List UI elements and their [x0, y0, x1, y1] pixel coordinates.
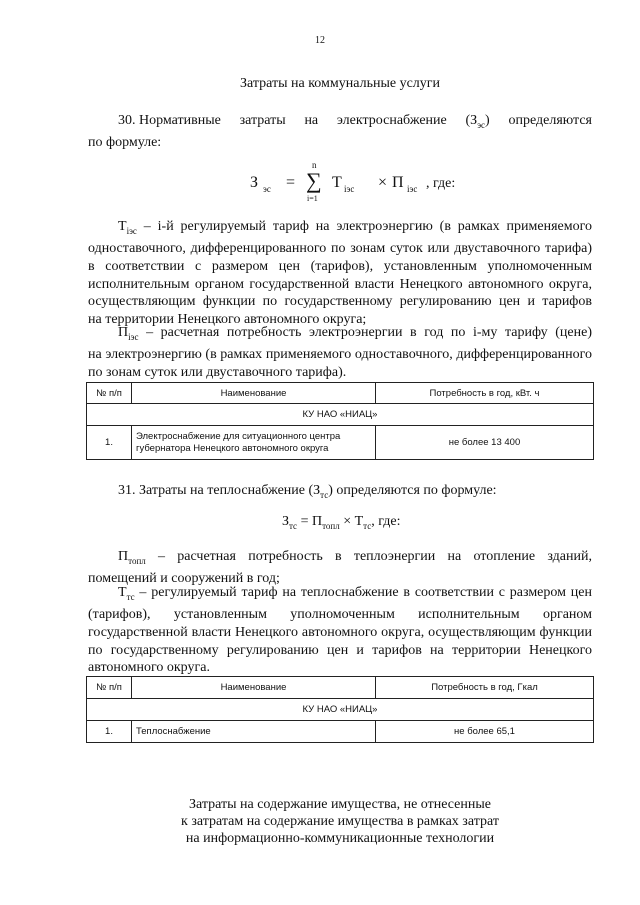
definition-demand-electricity: $П_{iэс}$ – расчетная потребность электроэнергии в год по i-му тарифу (цене) на электроэнергию (в рамках применяемого одноставочного, дифференцированного по зонам суток или двуставочного тарифа). — [88, 325, 592, 380]
section-31-intro: 31. Затраты на теплоснабжение $(З_{тс})$ определяются по формуле: — [118, 483, 497, 500]
table-cell-value: не более 13 400 — [376, 426, 594, 460]
heading-property: Затраты на содержание имущества, не отнесенные к затратам на содержание имущества в рамках затрат на информационно-коммуникационные технологии — [181, 797, 499, 846]
page-number: 12 — [315, 35, 325, 46]
table-cell-name: Электроснабжение для ситуационного центра губернатора Ненецкого автономного округа — [132, 426, 376, 460]
definition-demand-heating: $П_{топл}$ – расчетная потребность в теплоэнергии на отопление зданий, помещений и сооружений в год; — [88, 549, 592, 587]
table-cell-name: Теплоснабжение — [132, 721, 376, 743]
table-header: Наименование — [132, 677, 376, 699]
table-header: Потребность в год, кВт. ч — [376, 383, 594, 404]
formula-heating: $З_{тс} = П_{топл} \times Т_{тс}$, где: — [282, 514, 401, 531]
section-30-intro: 30. Нормативные затраты на электроснабжение $(З_{эс})$ определяются по формуле: — [88, 113, 592, 151]
table-cell-value: не более 65,1 — [376, 721, 594, 743]
heating-table — [86, 676, 594, 743]
table-org-row: КУ НАО «НИАЦ» — [87, 699, 594, 721]
table-header: Потребность в год, Гкал — [376, 677, 594, 699]
electricity-table — [86, 382, 594, 460]
table-org-row: КУ НАО «НИАЦ» — [87, 404, 594, 426]
table-cell-num: 1. — [87, 426, 132, 460]
definition-tariff-heating: $Т_{тс}$ – регулируемый тариф на теплоснабжение в соответствии с размером цен (тарифов), установленным уполномоченным исполнительным органом государственной власти Ненецкого автономного округа, осуществляющим функции по государственному регулированию цен и тарифов на территории Ненецкого автономного округа. — [88, 585, 592, 676]
table-cell-num: 1. — [87, 721, 132, 743]
formula-electricity: З эс = n ∑ i=1 Т iэс × П iэс , где: — [250, 160, 456, 203]
table-header: № п/п — [87, 677, 132, 699]
table-header: № п/п — [87, 383, 132, 404]
heading-utilities: Затраты на коммунальные услуги — [239, 76, 441, 91]
table-header: Наименование — [132, 383, 376, 404]
definition-tariff-electricity: $Т_{iэс} - i-й$ регулируемый тариф на электроэнергию (в рамках применяемого одноставочного, дифференцированного по зонам суток или двуставочного тарифа) в соответствии с размером цен (тарифов), установленным уполномоченным исполнительным органом государственной власти Ненецкого автономного округа, осуществляющим функции по государственному регулированию цен и тарифов на территории Ненецкого автономного округа; — [88, 219, 592, 327]
